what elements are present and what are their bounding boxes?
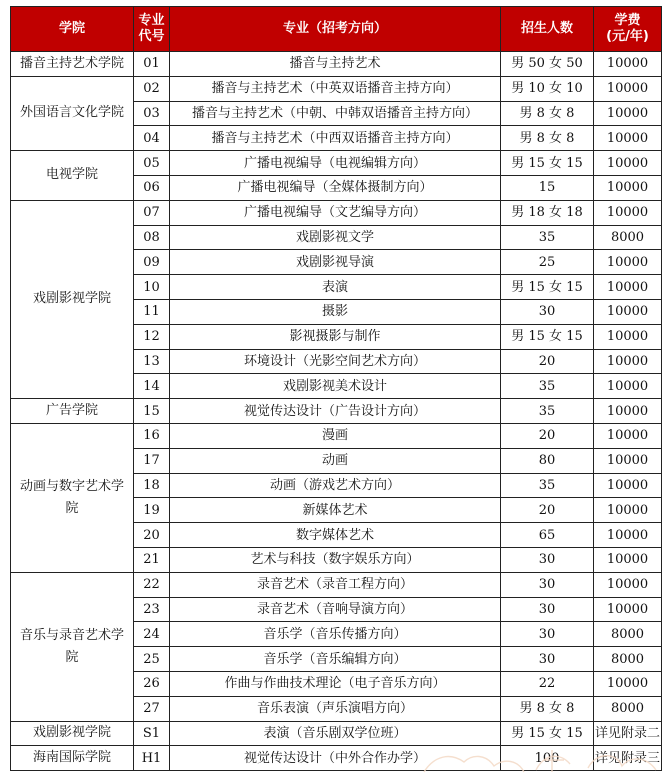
major-code-cell: 15	[134, 399, 170, 424]
major-name-cell: 漫画	[170, 423, 501, 448]
major-code-cell: 16	[134, 423, 170, 448]
major-code-cell: 09	[134, 250, 170, 275]
enrollment-cell: 男 15 女 15	[501, 275, 594, 300]
header-fee-line2: (元/年)	[606, 29, 649, 44]
major-name-cell: 新媒体艺术	[170, 498, 501, 523]
enrollment-cell: 30	[501, 572, 594, 597]
major-code-cell: 12	[134, 324, 170, 349]
major-name-cell: 播音与主持艺术（中朝、中韩双语播音主持方向）	[170, 101, 501, 126]
enrollment-cell: 30	[501, 597, 594, 622]
table-row	[11, 423, 662, 448]
enrollment-cell: 30	[501, 622, 594, 647]
header-fee	[594, 7, 662, 52]
major-name-cell: 音乐表演（声乐演唱方向）	[170, 696, 501, 721]
major-code-cell: 04	[134, 126, 170, 151]
major-code-cell: 01	[134, 52, 170, 77]
fee-cell: 10000	[594, 399, 662, 424]
table-row	[11, 200, 662, 225]
major-name-cell: 播音与主持艺术（中西双语播音主持方向）	[170, 126, 501, 151]
enrollment-cell: 30	[501, 299, 594, 324]
table-body	[11, 52, 662, 771]
major-name-cell: 播音与主持艺术（中英双语播音主持方向）	[170, 76, 501, 101]
major-code-cell: 23	[134, 597, 170, 622]
enrollment-cell: 65	[501, 523, 594, 548]
major-name-cell: 视觉传达设计（广告设计方向）	[170, 399, 501, 424]
major-code-cell: 14	[134, 374, 170, 399]
enrollment-cell: 男 50 女 50	[501, 52, 594, 77]
fee-cell: 8000	[594, 225, 662, 250]
enrollment-cell: 35	[501, 374, 594, 399]
enrollment-cell: 15	[501, 175, 594, 200]
major-code-cell: 24	[134, 622, 170, 647]
college-cell: 外国语言文化学院	[11, 76, 134, 150]
fee-cell: 8000	[594, 647, 662, 672]
major-code-cell: 07	[134, 200, 170, 225]
major-code-cell: 05	[134, 151, 170, 176]
fee-cell: 详见附录三	[594, 746, 662, 771]
major-code-cell: 03	[134, 101, 170, 126]
enrollment-cell: 男 8 女 8	[501, 126, 594, 151]
header-major: 专业（招考方向）	[170, 7, 501, 52]
major-name-cell: 影视摄影与制作	[170, 324, 501, 349]
major-name-cell: 动画	[170, 448, 501, 473]
fee-cell: 10000	[594, 76, 662, 101]
major-name-cell: 戏剧影视文学	[170, 225, 501, 250]
college-cell: 戏剧影视学院	[11, 200, 134, 398]
major-code-cell: S1	[134, 721, 170, 746]
fee-cell: 10000	[594, 572, 662, 597]
fee-cell: 10000	[594, 448, 662, 473]
fee-cell: 10000	[594, 250, 662, 275]
table-row	[11, 76, 662, 101]
enrollment-cell: 100	[501, 746, 594, 771]
fee-cell: 10000	[594, 473, 662, 498]
enrollment-cell: 男 8 女 8	[501, 696, 594, 721]
header-enrollment: 招生人数	[501, 7, 594, 52]
table-row	[11, 399, 662, 424]
enrollment-cell: 男 10 女 10	[501, 76, 594, 101]
fee-cell: 10000	[594, 126, 662, 151]
header-code-line2: 代号	[138, 29, 165, 44]
major-name-cell: 广播电视编导（文艺编导方向）	[170, 200, 501, 225]
enrollment-cell: 25	[501, 250, 594, 275]
enrollment-cell: 20	[501, 498, 594, 523]
header-code-line1: 专业	[138, 13, 165, 28]
header-major-code	[134, 7, 170, 52]
fee-cell: 8000	[594, 696, 662, 721]
major-name-cell: 动画（游戏艺术方向）	[170, 473, 501, 498]
major-code-cell: 22	[134, 572, 170, 597]
college-cell: 电视学院	[11, 151, 134, 201]
major-name-cell: 环境设计（光影空间艺术方向）	[170, 349, 501, 374]
college-cell: 音乐与录音艺术学院	[11, 572, 134, 721]
enrollment-cell: 男 18 女 18	[501, 200, 594, 225]
fee-cell: 10000	[594, 275, 662, 300]
enrollment-cell: 20	[501, 349, 594, 374]
enrollment-cell: 男 15 女 15	[501, 721, 594, 746]
table-header	[11, 7, 662, 52]
major-code-cell: 20	[134, 523, 170, 548]
major-name-cell: 戏剧影视美术设计	[170, 374, 501, 399]
fee-cell: 8000	[594, 622, 662, 647]
college-cell: 播音主持艺术学院	[11, 52, 134, 77]
fee-cell: 10000	[594, 151, 662, 176]
fee-cell: 详见附录二	[594, 721, 662, 746]
enrollment-cell: 80	[501, 448, 594, 473]
major-code-cell: 21	[134, 547, 170, 572]
major-name-cell: 表演	[170, 275, 501, 300]
major-name-cell: 录音艺术（录音工程方向）	[170, 572, 501, 597]
major-name-cell: 数字媒体艺术	[170, 523, 501, 548]
major-name-cell: 作曲与作曲技术理论（电子音乐方向）	[170, 671, 501, 696]
major-name-cell: 播音与主持艺术	[170, 52, 501, 77]
major-name-cell: 录音艺术（音响导演方向）	[170, 597, 501, 622]
fee-cell: 10000	[594, 498, 662, 523]
fee-cell: 10000	[594, 52, 662, 77]
major-name-cell: 摄影	[170, 299, 501, 324]
fee-cell: 10000	[594, 349, 662, 374]
major-code-cell: 06	[134, 175, 170, 200]
fee-cell: 10000	[594, 299, 662, 324]
enrollment-cell: 35	[501, 473, 594, 498]
watermark-logo	[420, 742, 670, 775]
table-row	[11, 52, 662, 77]
fee-cell: 10000	[594, 175, 662, 200]
enrollment-cell: 男 15 女 15	[501, 151, 594, 176]
enrollment-cell: 男 15 女 15	[501, 324, 594, 349]
table-row	[11, 572, 662, 597]
fee-cell: 10000	[594, 597, 662, 622]
major-name-cell: 广播电视编导（全媒体摄制方向）	[170, 175, 501, 200]
fee-cell: 10000	[594, 671, 662, 696]
college-cell: 广告学院	[11, 399, 134, 424]
major-code-cell: 13	[134, 349, 170, 374]
fee-cell: 10000	[594, 547, 662, 572]
major-code-cell: 17	[134, 448, 170, 473]
college-cell: 海南国际学院	[11, 746, 134, 771]
enrollment-cell: 30	[501, 647, 594, 672]
major-code-cell: 11	[134, 299, 170, 324]
table-row	[11, 151, 662, 176]
major-name-cell: 广播电视编导（电视编辑方向）	[170, 151, 501, 176]
enrollment-cell: 22	[501, 671, 594, 696]
major-name-cell: 视觉传达设计（中外合作办学）	[170, 746, 501, 771]
enrollment-table	[10, 6, 662, 771]
major-name-cell: 艺术与科技（数字娱乐方向）	[170, 547, 501, 572]
major-code-cell: 10	[134, 275, 170, 300]
fee-cell: 10000	[594, 374, 662, 399]
enrollment-cell: 35	[501, 225, 594, 250]
major-code-cell: 19	[134, 498, 170, 523]
enrollment-cell: 男 8 女 8	[501, 101, 594, 126]
fee-cell: 10000	[594, 200, 662, 225]
fee-cell: 10000	[594, 423, 662, 448]
college-cell: 戏剧影视学院	[11, 721, 134, 746]
enrollment-cell: 20	[501, 423, 594, 448]
college-cell: 动画与数字艺术学院	[11, 423, 134, 572]
major-code-cell: 02	[134, 76, 170, 101]
major-name-cell: 戏剧影视导演	[170, 250, 501, 275]
enrollment-cell: 30	[501, 547, 594, 572]
major-code-cell: H1	[134, 746, 170, 771]
major-code-cell: 18	[134, 473, 170, 498]
major-code-cell: 25	[134, 647, 170, 672]
header-fee-line1: 学费	[614, 13, 641, 28]
major-name-cell: 音乐学（音乐编辑方向）	[170, 647, 501, 672]
fee-cell: 10000	[594, 523, 662, 548]
major-name-cell: 表演（音乐剧双学位班）	[170, 721, 501, 746]
fee-cell: 10000	[594, 324, 662, 349]
header-college: 学院	[11, 7, 134, 52]
major-code-cell: 26	[134, 671, 170, 696]
major-code-cell: 08	[134, 225, 170, 250]
enrollment-cell: 35	[501, 399, 594, 424]
fee-cell: 10000	[594, 101, 662, 126]
major-name-cell: 音乐学（音乐传播方向）	[170, 622, 501, 647]
major-code-cell: 27	[134, 696, 170, 721]
